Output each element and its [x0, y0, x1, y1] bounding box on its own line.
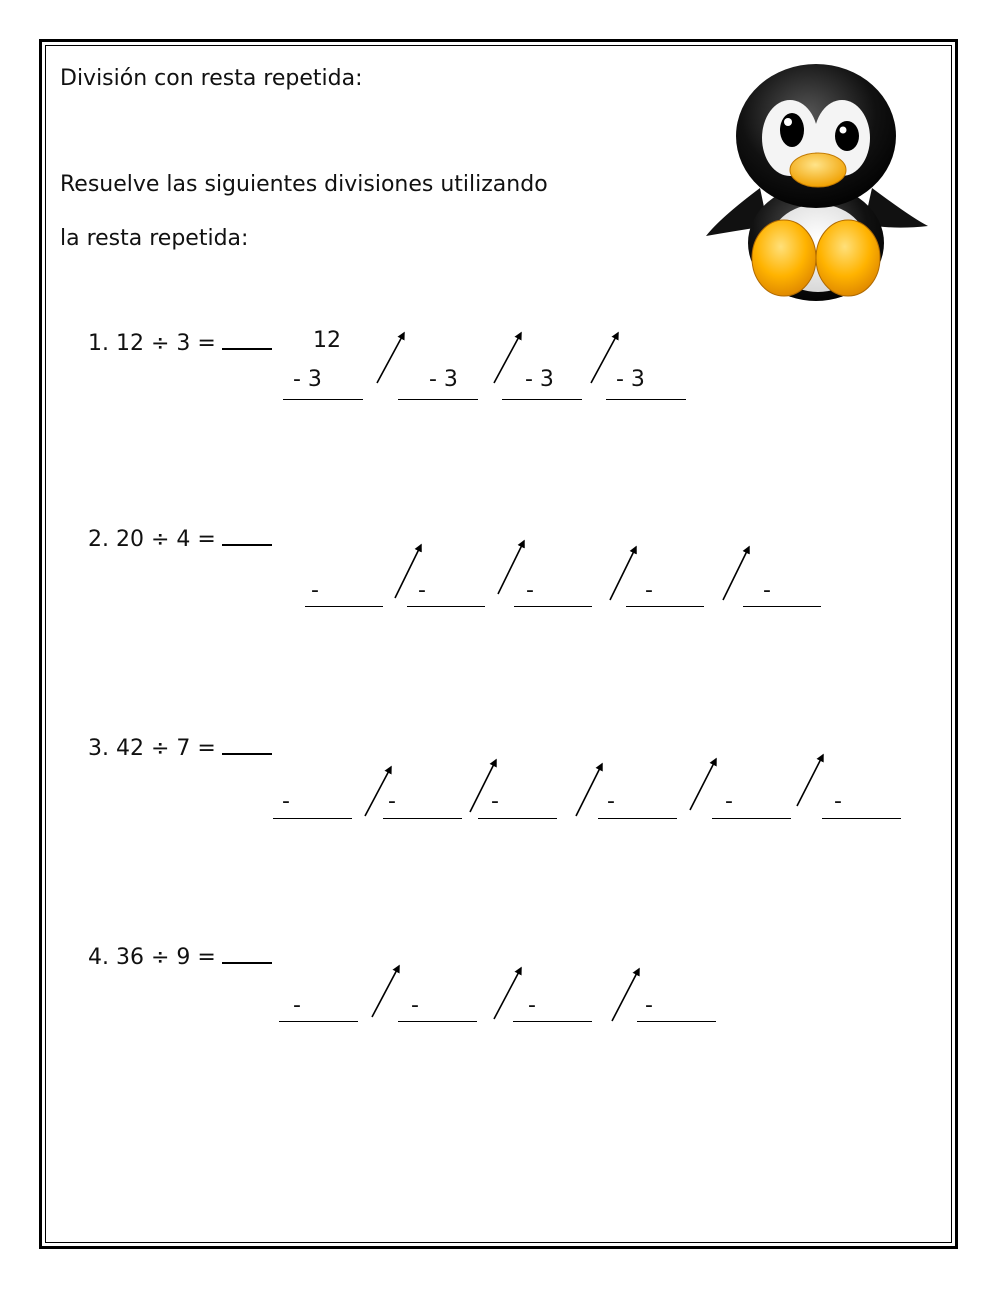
- subtrahend-3-5: -: [725, 789, 733, 814]
- subtrahend-1-1: - 3: [293, 367, 322, 392]
- instruction-line-1: Resuelve las siguientes divisiones utilizando: [60, 172, 548, 197]
- arrow-1-2: [494, 333, 521, 383]
- subtrahend-3-6: -: [834, 789, 842, 814]
- arrow-4-3: [612, 969, 639, 1021]
- arrow-3-2: [470, 760, 496, 812]
- arrow-2-3: [610, 547, 636, 600]
- subtrahend-4-3: -: [528, 993, 536, 1018]
- arrow-3-1: [365, 767, 391, 816]
- arrow-2-1: [395, 545, 421, 598]
- problem-2-equation: 2. 20 ÷ 4 =: [88, 527, 216, 552]
- problem-1-equation: 1. 12 ÷ 3 =: [88, 331, 216, 356]
- subtrahend-4-4: -: [645, 993, 653, 1018]
- subtrahend-1-2: - 3: [429, 367, 458, 392]
- subtrahend-3-4: -: [607, 789, 615, 814]
- arrow-4-2: [494, 968, 521, 1019]
- subtrahend-1-4: - 3: [616, 367, 645, 392]
- arrow-1-3: [591, 333, 618, 383]
- arrow-2-2: [498, 541, 524, 594]
- problem-1-start-value: 12: [313, 328, 341, 353]
- arrow-1-1: [377, 333, 404, 383]
- subtrahend-2-2: -: [418, 578, 426, 603]
- problem-4-equation: 4. 36 ÷ 9 =: [88, 945, 216, 970]
- arrow-3-3: [576, 764, 602, 816]
- arrow-3-5: [797, 755, 823, 806]
- subtrahend-1-3: - 3: [525, 367, 554, 392]
- subtrahend-3-2: -: [388, 789, 396, 814]
- problem-3-equation: 3. 42 ÷ 7 =: [88, 736, 216, 761]
- worksheet-title: División con resta repetida:: [60, 66, 363, 91]
- subtrahend-2-4: -: [645, 578, 653, 603]
- arrow-3-4: [690, 759, 716, 810]
- subtrahend-2-5: -: [763, 578, 771, 603]
- subtrahend-4-1: -: [293, 993, 301, 1018]
- arrow-2-4: [723, 547, 749, 600]
- subtrahend-4-2: -: [411, 993, 419, 1018]
- subtrahend-3-1: -: [282, 789, 290, 814]
- instruction-line-2: la resta repetida:: [60, 226, 249, 251]
- subtrahend-3-3: -: [491, 789, 499, 814]
- arrow-4-1: [372, 966, 399, 1017]
- subtrahend-2-3: -: [526, 578, 534, 603]
- subtrahend-2-1: -: [311, 578, 319, 603]
